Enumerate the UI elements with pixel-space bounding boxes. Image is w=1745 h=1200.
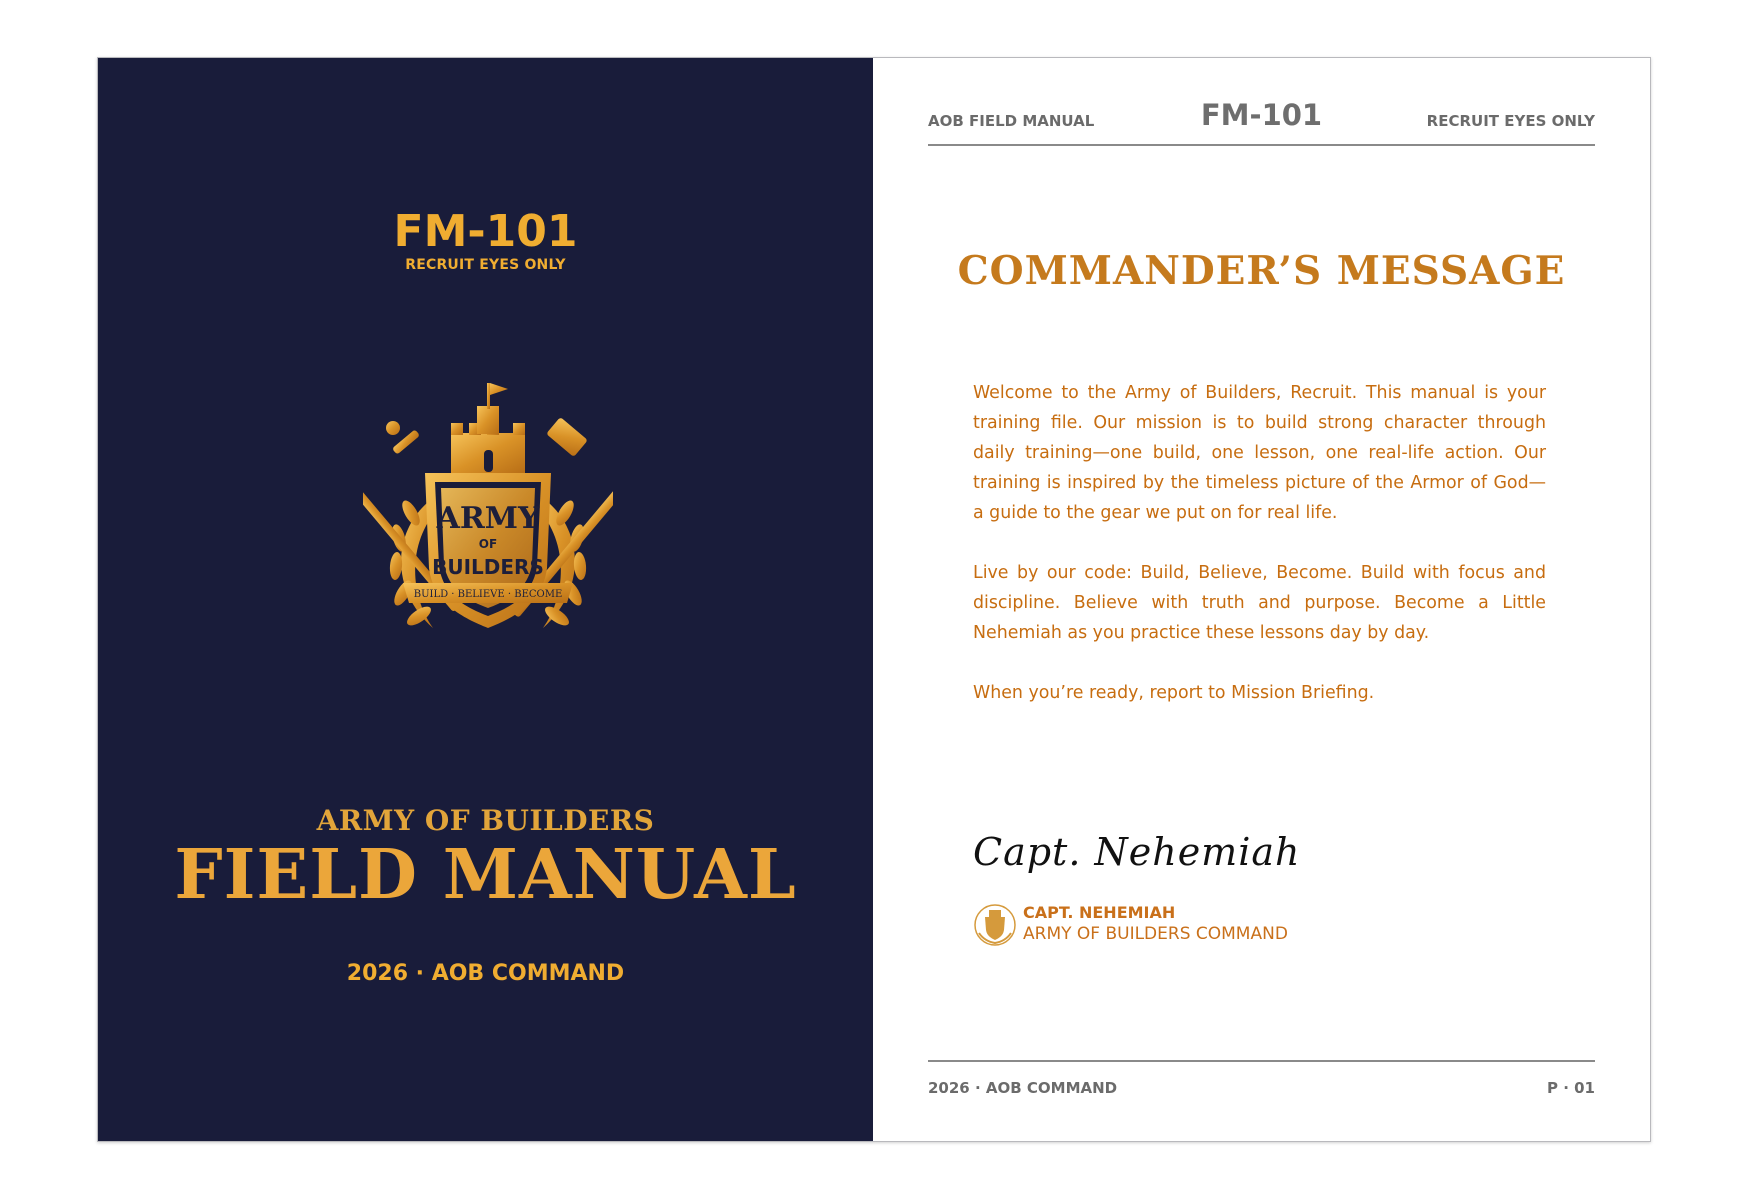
cover-code: FM-101 <box>393 206 578 257</box>
cover-page <box>98 58 873 1141</box>
paragraph: Live by our code: Build, Believe, Become. Build with focus and discipline. Believe with truth and purpose. Become a Little Nehemiah as you practice these lessons day by day. <box>973 563 1546 643</box>
manual-spread <box>97 57 1651 1142</box>
crest-line1: ARMY <box>436 501 540 536</box>
paragraph: Welcome to the Army of Builders, Recruit. This manual is your training file. Our mission is to build strong character through daily training—one build, one lesson, one real-life action. Our training is inspired by the timeless picture of the Armor of God—a guide to the gear we put on for real life. <box>973 383 1546 523</box>
message-body <box>973 378 1546 738</box>
cover-org-name: ARMY OF BUILDERS <box>316 804 655 837</box>
cover-tag: RECRUIT EYES ONLY <box>405 257 566 273</box>
running-header <box>928 98 1595 146</box>
header-left: AOB FIELD MANUAL <box>928 112 1095 130</box>
header-right: RECRUIT EYES ONLY <box>1426 112 1595 130</box>
handwritten-signature: Capt. Nehemiah <box>973 830 1301 874</box>
page-number: P · 01 <box>1546 1079 1595 1097</box>
cover-footer: 2026 · AOB COMMAND <box>346 961 625 986</box>
crest-line2: OF <box>478 537 498 551</box>
crest-seal-icon <box>973 903 1017 947</box>
paragraph: When you’re ready, report to Mission Briefing. <box>973 683 1375 703</box>
army-crest-logo <box>363 378 613 678</box>
crest-line3: BUILDERS <box>432 555 544 579</box>
page-title: COMMANDER’S MESSAGE <box>957 248 1566 294</box>
signer-name: CAPT. NEHEMIAH <box>1023 903 1176 922</box>
message-page <box>873 58 1650 1141</box>
crest-motto: BUILD · BELIEVE · BECOME <box>413 589 563 600</box>
header-center: FM-101 <box>1200 98 1323 132</box>
cover-title: FIELD MANUAL <box>174 835 797 915</box>
footer-left: 2026 · AOB COMMAND <box>928 1079 1118 1097</box>
signer-unit: ARMY OF BUILDERS COMMAND <box>1023 924 1288 944</box>
running-footer <box>928 1060 1595 1110</box>
